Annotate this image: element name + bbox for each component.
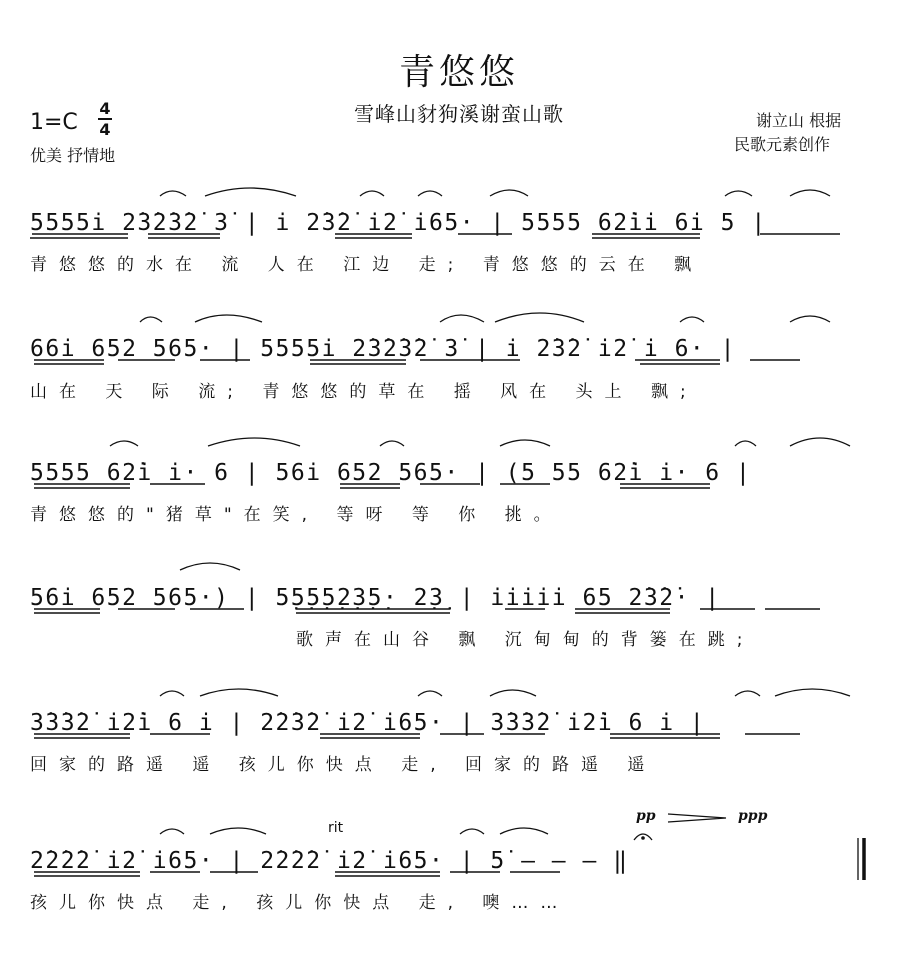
system-6-notes: 2̇2̇2̇2̇ i2̇ i65· | 2̇2̇2̇2̇ i2̇ i65· | 5̇ – – – ‖ (30, 848, 629, 874)
song-subtitle: 雪峰山豺狗溪谢蛮山歌 (354, 102, 564, 126)
slur (195, 315, 262, 322)
fermata-dot (641, 836, 645, 840)
underline-beams (30, 234, 840, 876)
beam (30, 234, 840, 238)
slur (418, 191, 442, 196)
slur (500, 828, 548, 834)
beam (34, 872, 560, 876)
slur (200, 689, 278, 696)
song-title: 青悠悠 (398, 52, 519, 93)
final-barline (858, 838, 864, 880)
slur (490, 690, 536, 696)
slur (210, 828, 266, 834)
slurs (110, 188, 850, 834)
slur (790, 316, 830, 322)
meter-top: 4 (99, 99, 111, 118)
slur (495, 313, 584, 322)
key-signature: 1=C (30, 110, 78, 135)
tempo-marking: 优美 抒情地 (30, 146, 116, 165)
credit-line-2: 民歌元素创作 (734, 135, 831, 154)
beam (34, 734, 800, 738)
system-4-lyrics: 歌声在山谷 飘 沉甸甸的背篓在跳; (296, 630, 755, 650)
system-4-notes: 56i 652 565·) | 5̣5̣5̣5̣2̣3̣5̣· 2̣3̣ | iiiii 65 2̇3̇2̇· | (30, 585, 721, 611)
slur (205, 188, 296, 196)
slur (460, 829, 484, 834)
slur (418, 691, 442, 696)
slur (725, 191, 752, 196)
system-2-notes: 66i 652 565· | 5555i 2̇3̇2̇3̇2̇ 3̇ | i 2̇3̇2̇ i2̇ i 6· | (30, 336, 736, 362)
system-3-lyrics: 青悠悠的"猪草"在笑, 等呀 等 你 挑。 (30, 505, 563, 525)
system-6-lyrics: 孩儿你快点 走, 孩儿你快点 走, 噢…… (30, 893, 570, 913)
slur (500, 440, 550, 446)
slur (160, 191, 186, 196)
hairpin-decrescendo (668, 814, 726, 822)
credit-line-1: 谢立山 根据 (756, 111, 842, 130)
beam (34, 360, 800, 364)
dynamic-pp: pp (636, 808, 656, 824)
beam (34, 609, 820, 613)
slur (180, 563, 240, 570)
system-2-lyrics: 山在 天 际 流; 青悠悠的草在 摇 风在 头上 飘; (30, 382, 698, 402)
beam (34, 484, 710, 488)
slur (790, 190, 830, 196)
slur (140, 317, 162, 322)
slur (735, 691, 760, 696)
slur (360, 191, 384, 196)
system-5-lyrics: 回家的路遥 遥 孩儿你快点 走, 回家的路遥 遥 (30, 755, 657, 775)
slur (680, 317, 704, 322)
slur (380, 441, 404, 446)
system-1-notes: 5555i 2̇3̇2̇3̇2̇ 3̇ | i 2̇3̇2̇ i2̇ i65· | 5555 62̇ii 6i 5 | (30, 210, 767, 236)
slur (160, 829, 184, 834)
slur (110, 441, 138, 446)
slur (735, 441, 756, 446)
dynamic-ppp: ppp (738, 808, 768, 824)
system-5-notes: 3̇3̇3̇2̇ i2̇i 6 i | 2̇2̇3̇2̇ i2̇ i65· | 3̇3̇3̇2̇ i2̇i 6 i | (30, 710, 706, 736)
slur (775, 689, 850, 696)
slur (790, 438, 850, 446)
system-3-notes: 5555 62̇i i· 6 | 56i 652 565· | (5 55 62̇i i· 6 | (30, 460, 752, 486)
rit-marking: rit (328, 820, 344, 836)
system-1-lyrics: 青悠悠的水在 流 人在 江边 走; 青悠悠的云在 飘 (30, 255, 704, 275)
meter-bottom: 4 (99, 120, 111, 139)
slur (440, 315, 484, 322)
slur (160, 691, 184, 696)
slur (490, 190, 528, 196)
slur (208, 438, 300, 446)
